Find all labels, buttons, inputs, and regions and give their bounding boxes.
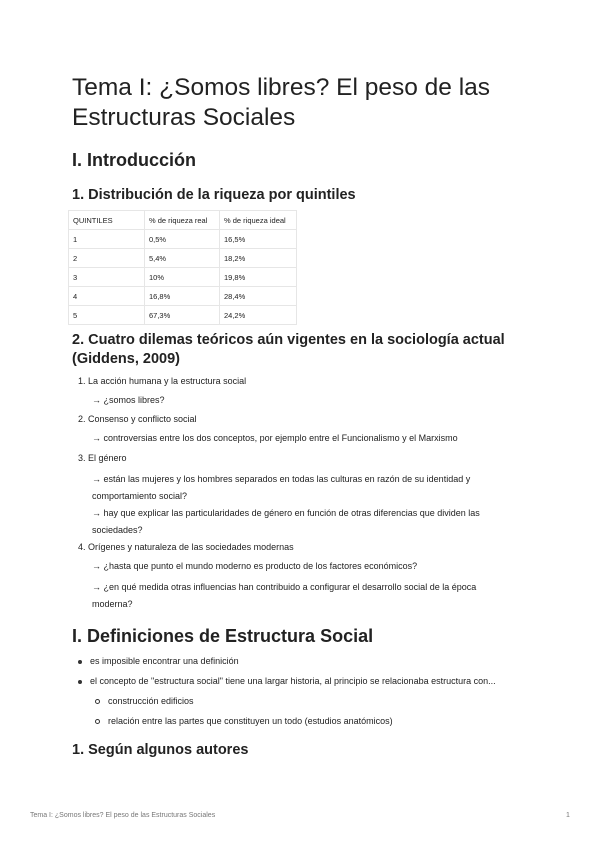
bullet-text: el concepto de "estructura social" tiene una largar historia, al principio se relacionaba estructura con...: [90, 676, 496, 686]
section-heading-introduccion: I. Introducción: [72, 150, 196, 170]
circle-bullet-icon: [95, 719, 100, 724]
section-heading-definiciones: I. Definiciones de Estructura Social: [72, 626, 374, 646]
table-cell: 4: [69, 287, 145, 306]
bullet-text: relación entre las partes que constituyen un todo (estudios anatómicos): [108, 716, 393, 726]
bullet-icon: [78, 660, 82, 664]
bullet-icon: [78, 680, 82, 684]
dilemma-note: → ¿somos libres?: [92, 395, 165, 405]
table-cell: 67,3%: [145, 306, 220, 325]
dilemma-note: → hay que explicar las particularidades de género en función de otras diferencias que dividen las sociedades?: [92, 508, 480, 535]
table-header: QUINTILES: [69, 211, 145, 230]
wealth-table: [68, 210, 297, 325]
dilemma-note: → ¿hasta que punto el mundo moderno es producto de los factores económicos?: [92, 561, 418, 571]
page-number: 1: [566, 812, 570, 819]
table-cell: 0,5%: [145, 230, 220, 249]
dilemma-note: → controversias entre los dos conceptos, por ejemplo entre el Funcionalismo y el Marxismo: [92, 433, 458, 443]
bullet-text: construcción edificios: [108, 696, 194, 706]
table-cell: 5,4%: [145, 249, 220, 268]
table-cell: 16,5%: [220, 230, 297, 249]
table-cell: 10%: [145, 268, 220, 287]
table-cell: 24,2%: [220, 306, 297, 325]
table-cell: 5: [69, 306, 145, 325]
circle-bullet-icon: [95, 699, 100, 704]
table-row: [69, 287, 297, 306]
dilemma-note: → ¿en qué medida otras influencias han contribuido a configurar el desarrollo social de la época moderna?: [92, 582, 477, 609]
table-cell: 18,2%: [220, 249, 297, 268]
bullet-item: [78, 655, 239, 667]
subheading-distribucion: 1. Distribución de la riqueza por quintiles: [72, 187, 356, 203]
subbullet-item: [95, 715, 393, 727]
table-cell: 19,8%: [220, 268, 297, 287]
dilemma-item-1: 1. La acción humana y la estructura social: [78, 376, 247, 386]
table-row: [69, 306, 297, 325]
page-title: Tema I: ¿Somos libres? El peso de las Estructuras Sociales: [72, 74, 491, 131]
table-cell: 1: [69, 230, 145, 249]
subheading-dilemas: 2. Cuatro dilemas teóricos aún vigentes en la sociología actual (Giddens, 2009): [72, 332, 505, 367]
dilemma-note: → están las mujeres y los hombres separados en todas las culturas en razón de su identidad y comportamiento social?: [92, 474, 471, 501]
table-header: % de riqueza ideal: [220, 211, 297, 230]
table-header: % de riqueza real: [145, 211, 220, 230]
bullet-text: es imposible encontrar una definición: [90, 656, 239, 666]
subbullet-item: [95, 695, 194, 707]
dilemma-item-2: 2. Consenso y conflicto social: [78, 414, 197, 424]
table-cell: 16,8%: [145, 287, 220, 306]
bullet-item: [78, 675, 496, 687]
dilemma-item-3: 3. El género: [78, 453, 127, 463]
table-row: [69, 249, 297, 268]
table-cell: 3: [69, 268, 145, 287]
footer-title: Tema I: ¿Somos libres? El peso de las Estructuras Sociales: [30, 812, 216, 819]
dilemma-item-4: 4. Orígenes y naturaleza de las sociedades modernas: [78, 542, 294, 552]
table-row: [69, 230, 297, 249]
subheading-autores: 1. Según algunos autores: [72, 742, 249, 758]
table-row: [69, 268, 297, 287]
table-header-row: [69, 211, 297, 230]
table-cell: 28,4%: [220, 287, 297, 306]
table-cell: 2: [69, 249, 145, 268]
